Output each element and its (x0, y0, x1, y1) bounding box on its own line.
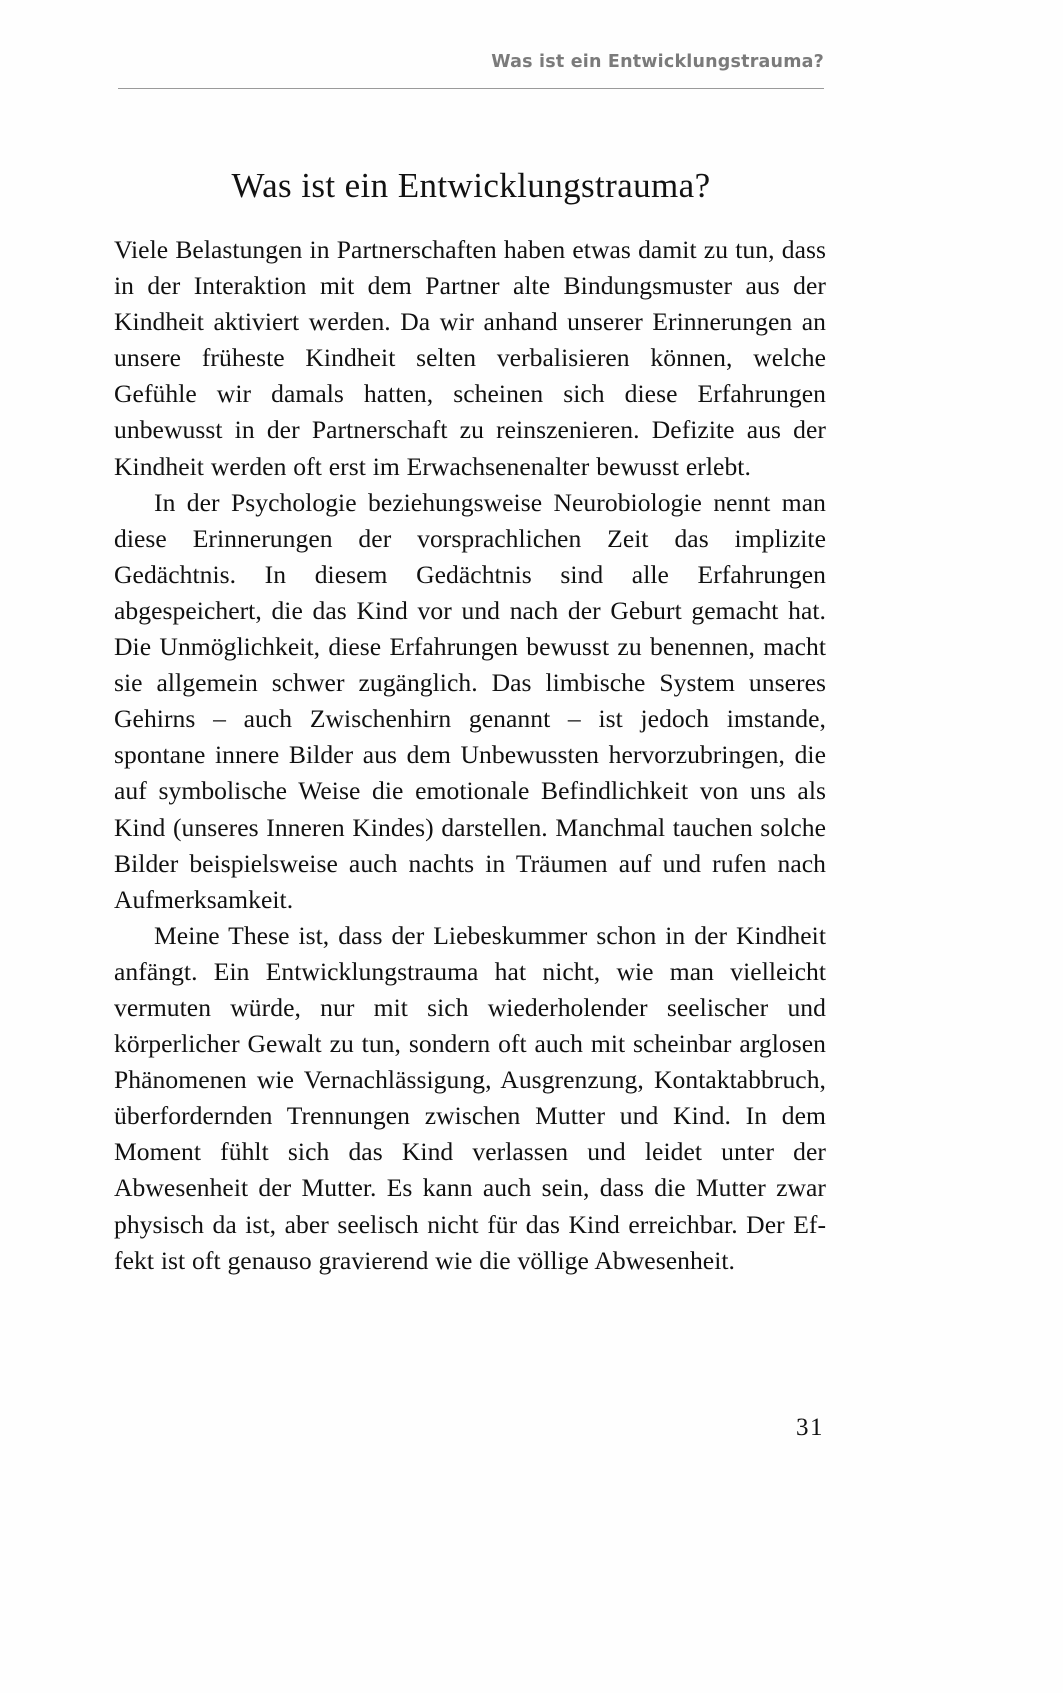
body-text-block (114, 232, 826, 1279)
page-number: 31 (796, 1414, 824, 1441)
running-header: Was ist ein Entwicklungstrauma? (491, 52, 824, 72)
header-divider (118, 88, 824, 89)
paragraph-3: Meine These ist, dass der Liebeskummer schon in der Kindheit anfängt. Ein Entwicklungstrauma hat nicht, wie man vielleicht vermuten würde, nur mit sich wiederholender seelischer und körperlicher Gewalt zu tun, sondern oft auch mit scheinbar arglosen Phänomenen wie Vernachlässigung, Ausgrenzung, Kontaktabbruch, überfordernden Trennungen zwischen Mutter und Kind. In dem Moment fühlt sich das Kind verlassen und leidet unter der Abwesenheit der Mutter. Es kann auch sein, dass die Mutter zwar physisch da ist, aber seelisch nicht für das Kind erreichbar. Der Effekt ist oft genauso gravierend wie die völlige Abwesenheit. (114, 920, 826, 1275)
paragraph-2: In der Psychologie beziehungsweise Neurobiologie nennt man diese Erinnerungen der vorsprachlichen Zeit das implizite Gedächtnis. In diesem Gedächtnis sind alle Erfahrungen abgespeichert, die das Kind vor und nach der Geburt gemacht hat. Die Unmöglichkeit, diese Erfahrungen bewusst zu benennen, macht sie allgemein schwer zugänglich. Das limbische System unseres Gehirns – auch Zwischenhirn genannt – ist jedoch imstande, spontane innere Bilder aus dem Unbewussten hervorzubringen, die auf symbolische Weise die emotionale Befindlichkeit von uns als Kind (unseres Inneren Kindes) darstellen. Manchmal tauchen solche Bilder beispielsweise auch nachts in Träumen auf und rufen nach Aufmerksamkeit. (114, 487, 826, 914)
paragraph-1: Viele Belastungen in Partnerschaften haben etwas damit zu tun, dass in der Interaktion mit dem Partner alte Bindungsmuster aus der Kindheit aktiviert werden. Da wir anhand unserer Erinnerungen an unsere früheste Kindheit selten verbalisieren können, welche Gefühle wir damals hatten, scheinen sich diese Erfahrungen unbewusst in der Partnerschaft zu reinszenieren. Defizite aus der Kindheit werden oft erst im Erwachsenenalter bewusst erlebt. (114, 235, 826, 481)
page-title: Was ist ein Entwicklungstrauma? (231, 166, 711, 206)
